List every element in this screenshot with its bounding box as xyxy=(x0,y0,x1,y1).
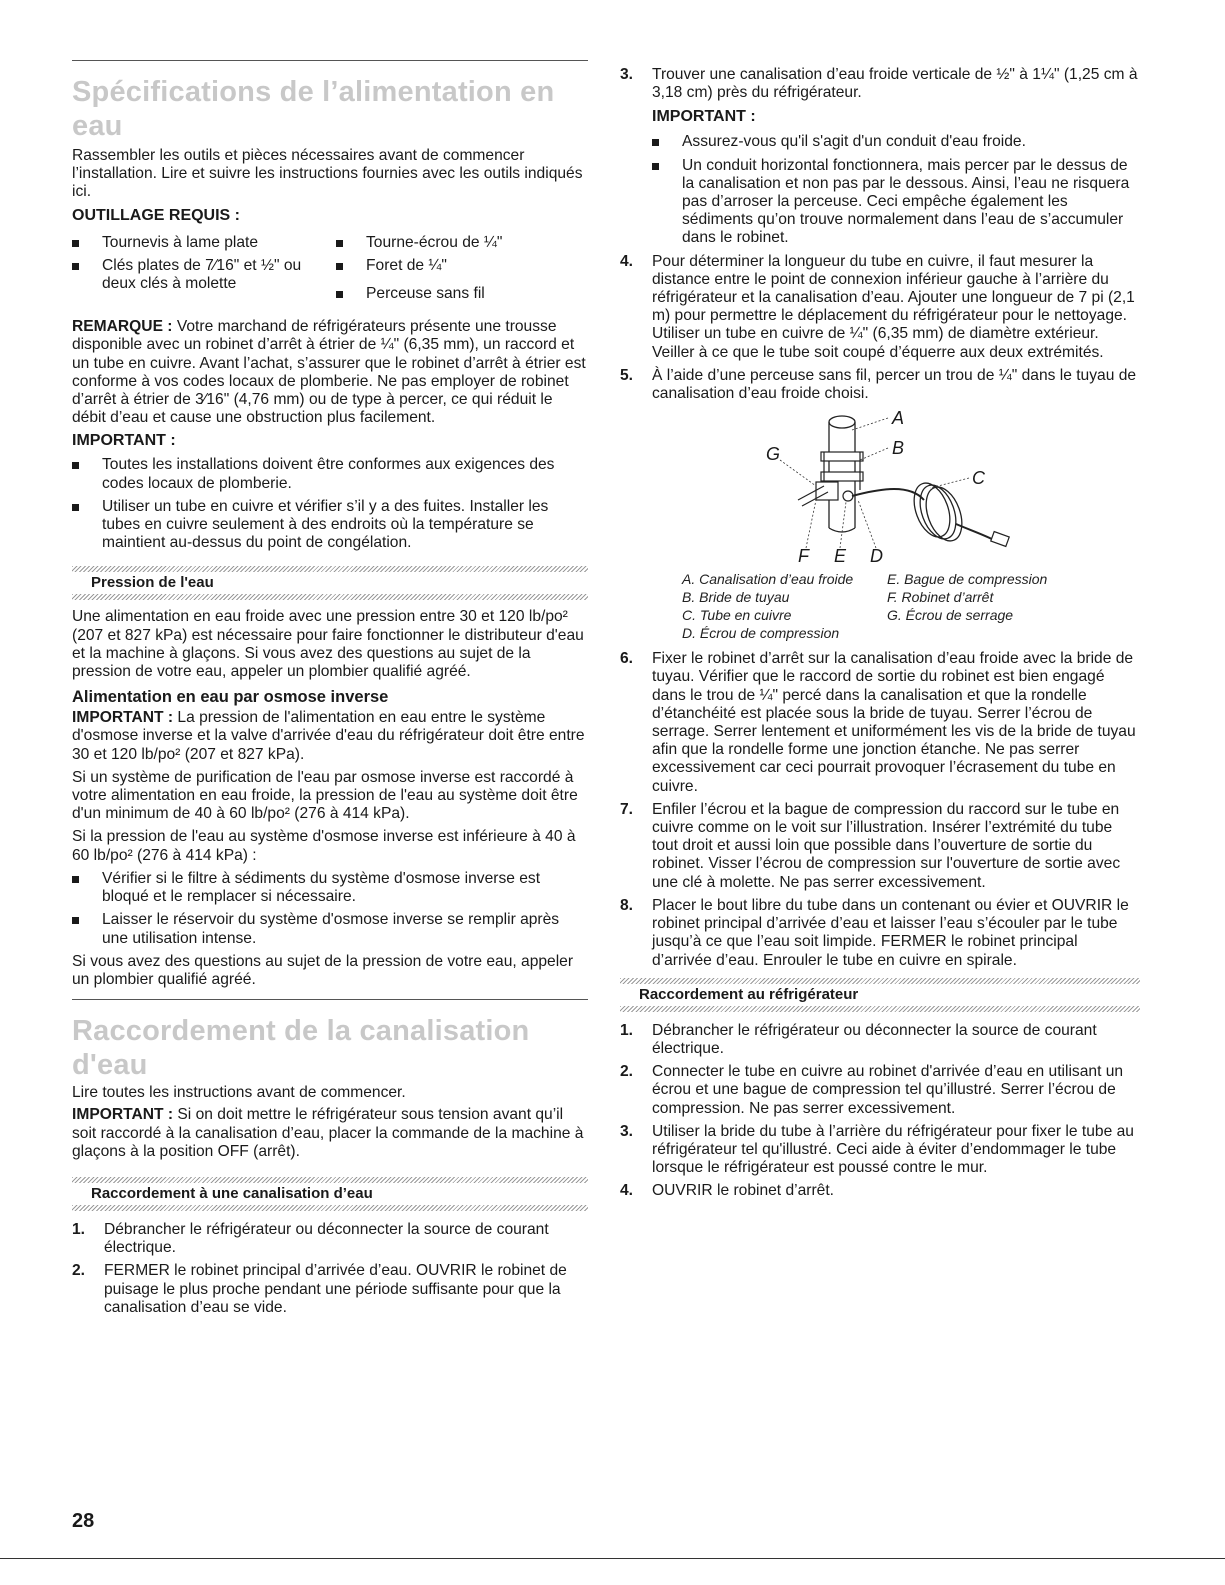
ro-paragraph: Si un système de purification de l'eau par osmose inverse est raccordé à votre alimentation en eau froide, la pression de l'eau au système doit être d'un minimum de 40 à 60 lb/po² (276 à 414 kPa). xyxy=(72,768,578,823)
list-item: 3. Trouver une canalisation d’eau froide verticale de ½" à 1¼" (1,25 cm à 3,18 cm) près du réfrigérateur. xyxy=(620,66,1138,102)
list-item: 8. Placer le bout libre du tube dans un contenant ou évier et OUVRIR le robinet principal d’arrivée d’eau et laisser l’eau s’écouler par le tube jusqu’à ce que l’eau soit limpide. FERMER le robinet principal d’arrivée d’eau. Enrouler le tube en cuivre en spirale. xyxy=(620,896,1129,969)
list-item: Laisser le réservoir du système d'osmose inverse se remplir après une utilisation intense. xyxy=(72,911,588,947)
left-column xyxy=(72,60,588,1322)
list-item: Tournevis à lame plate xyxy=(72,234,324,252)
important-heading: IMPORTANT : xyxy=(652,108,756,126)
subsection-hatch xyxy=(72,594,588,600)
important-heading: IMPORTANT : xyxy=(72,432,176,450)
section-rule xyxy=(72,999,588,1000)
ro-paragraph: Si vous avez des questions au sujet de la pression de votre eau, appeler un plombier qualifié agréé. xyxy=(72,952,574,988)
list-item: Utiliser un tube en cuivre et vérifier s’il y a des fuites. Installer les tubes en cuivre seulement à des endroits où la température se maintient au-dessus du point de congélation. xyxy=(72,498,588,553)
list-item: 2. Connecter le tube en cuivre au robinet d'arrivée d’eau en utilisant un écrou et une bague de compression tel qu’illustré. Serrer l’écrou de compression. Ne pas serrer excessivement. xyxy=(620,1063,1124,1117)
fridge-steps xyxy=(620,1022,1140,1201)
list-item: 7. Enfiler l’écrou et la bague de compression du raccord sur le tube en cuivre comme on le voit sur l’illustration. Insérer l’extrémité du tube tout droit et aussi loin que possible dans l’ouverture de sortie du robinet. Visser l’écrou de compression sur l'ouverture de sortie avec une clé à molette. Ne pas serrer excessivement. xyxy=(620,800,1121,891)
list-item: Perceuse sans fil xyxy=(336,285,588,303)
list-item: 6. Fixer le robinet d’arrêt sur la canalisation d’eau froide avec la bride de tuyau. Vérifier que le raccord de sortie du robinet est bien engagé dans le trou de ¼" percé dans la canalisation et que la rondelle d’étanchéité est placée sous la bride de tuyau. Serrer l’écrou de serrage. Serrer lentement et uniformément les vis de la bride de tuyau afin que la rondelle forme une jonction étanche. Ne pas serrer excessivement car ceci pourrait provoquer l’écrasement du tube en cuivre. xyxy=(620,650,1136,795)
ro-important: IMPORTANT : La pression de l'alimentation en eau entre le système d'osmose inverse et la valve d'arrivée d'eau du réfrigérateur doit être entre 30 et 120 lb/po² (207 et 827 kPa). xyxy=(72,709,585,763)
figure-label-c: C xyxy=(972,468,985,489)
list-item: Toutes les installations doivent être conformes aux exigences des codes locaux de plomberie. xyxy=(72,456,588,492)
important-list xyxy=(620,133,1140,247)
figure-label-f: F xyxy=(798,546,809,567)
figure-label-a: A xyxy=(892,408,905,429)
pressure-text: Une alimentation en eau froide avec une pression entre 30 et 120 lb/po² (207 et 827 kPa) est nécessaire pour faire fonctionner le distributeur d'eau et la machine à glaçons. Si vous avez des questions au sujet de la pression de votre eau, appeler un plombier qualifié agréé. xyxy=(72,608,584,681)
steps-list xyxy=(620,253,1140,404)
figure-label-b: B xyxy=(892,438,905,459)
figure-caption: A. Canalisation d’eau froide E. Bague de compression B. Bride de tuyau F. Robinet d’arrêt C. Tube en cuivre G. Écrou de serrage D. Écrou de compression xyxy=(682,571,1048,642)
list-item: 4. OUVRIR le robinet d’arrêt. xyxy=(620,1182,834,1200)
remark-paragraph: REMARQUE : Votre marchand de réfrigérateurs présente une trousse disponible avec un robinet d’arrêt à étrier de ¼" (6,35 mm), un raccord et un tube en cuivre. Avant l’achat, s’assurer que le robinet d’arrêt à étrier est conforme à vos codes locaux de plomberie. Ne pas employer de robinet d’arrêt à étrier de 3⁄16" (4,76 mm) ou de type à percer, ce qui réduit le débit d’eau et cause une obstruction plus facilement. xyxy=(72,318,586,427)
section-title-spec: Spécifications de l’alimentation en eau xyxy=(72,76,555,142)
important-list xyxy=(72,456,588,552)
subsection-title-canalisation: Raccordement à une canalisation d’eau xyxy=(91,1184,373,1202)
right-column xyxy=(620,66,1140,1206)
figure-label-e: E xyxy=(834,546,847,567)
list-item: 5. À l’aide d’une perceuse sans fil, percer un trou de ¼" dans le tuyau de canalisation d’eau froide choisi. xyxy=(620,366,1137,403)
ro-list xyxy=(72,870,588,948)
subsection-title-pressure: Pression de l'eau xyxy=(91,574,214,592)
ro-title: Alimentation en eau par osmose inverse xyxy=(72,688,389,707)
subsection-title-fridge: Raccordement au réfrigérateur xyxy=(639,985,859,1003)
spec-intro: Rassembler les outils et pièces nécessaires avant de commencer l’installation. Lire et suivre les instructions fournies avec les outils indiqués ici. xyxy=(72,147,583,201)
steps-list xyxy=(620,66,1140,102)
steps-list xyxy=(620,650,1140,969)
valve-diagram xyxy=(620,408,1140,568)
page-number: 28 xyxy=(72,1510,95,1532)
subsection-hatch xyxy=(72,1205,588,1211)
connect-important: IMPORTANT : Si on doit mettre le réfrigérateur sous tension avant qu’il soit raccordé à la canalisation d’eau, placer la commande de la machine à glaçons à la position OFF (arrêt). xyxy=(72,1106,584,1160)
list-item: 1. Débrancher le réfrigérateur ou déconnecter la source de courant électrique. xyxy=(620,1021,1097,1057)
subsection-hatch xyxy=(620,1006,1140,1012)
list-item: 3. Utiliser la bride du tube à l’arrière du réfrigérateur pour fixer le tube au réfrigérateur tel qu'illustré. Ceci aide à éviter d’endommager le tube lorsque le réfrigérateur est poussé contre le mur. xyxy=(620,1122,1134,1177)
list-item: 1. Débrancher le réfrigérateur ou déconnecter la source de courant électrique. xyxy=(72,1220,549,1257)
list-item: Tourne-écrou de ¼" xyxy=(336,234,588,252)
figure-label-d: D xyxy=(870,546,883,567)
section-rule xyxy=(72,60,588,61)
figure-label-g: G xyxy=(766,444,781,465)
ro-paragraph: Si la pression de l'eau au système d'osmose inverse est inférieure à 40 à 60 lb/po² (276 à 414 kPa) : xyxy=(72,828,576,864)
list-item: Assurez-vous qu'il s'agit d'un conduit d'eau froide. xyxy=(652,133,1140,151)
connect-intro: Lire toutes les instructions avant de commencer. xyxy=(72,1084,406,1102)
list-item: Vérifier si le filtre à sédiments du système d'osmose inverse est bloqué et le remplacer si nécessaire. xyxy=(72,870,588,906)
valve-illustration xyxy=(620,408,1140,568)
tools-heading: OUTILLAGE REQUIS : xyxy=(72,206,240,224)
list-item: 2. FERMER le robinet principal d’arrivée d’eau. OUVRIR le robinet de puisage le plus proche pendant une période suffisante pour que la canalisation d’eau se vide. xyxy=(72,1262,567,1316)
tools-list xyxy=(72,234,588,309)
list-item: Clés plates de 7⁄16" et ½" ou deux clés à molette xyxy=(72,257,324,293)
list-item: Un conduit horizontal fonctionnera, mais percer par le dessus de la canalisation et non pas par le dessous. Ainsi, l’eau ne risquera pas d’arroser la perceuse. Ceci empêche également les sédiments qu’on trouve normalement dans l’eau de s’accumuler dans le robinet. xyxy=(652,157,1140,248)
list-item: 4. Pour déterminer la longueur du tube en cuivre, il faut mesurer la distance entre le point de connexion inférieur gauche à l’arrière du réfrigérateur et la canalisation d’eau. Ajouter une longueur de 7 pi (2,1 m) pour permettre le déplacement du réfrigérateur pour le nettoyage. Utiliser un tube en cuivre de ¼" (6,35 mm) de diamètre extérieur. Veiller à ce que le tube soit coupé d’équerre aux deux extrémités. xyxy=(620,252,1135,361)
bottom-rule xyxy=(0,1558,1225,1559)
section-title-connect: Raccordement de la canalisation d'eau xyxy=(72,1015,530,1082)
connect-steps xyxy=(72,1221,588,1317)
list-item: Foret de ¼" xyxy=(336,257,588,275)
